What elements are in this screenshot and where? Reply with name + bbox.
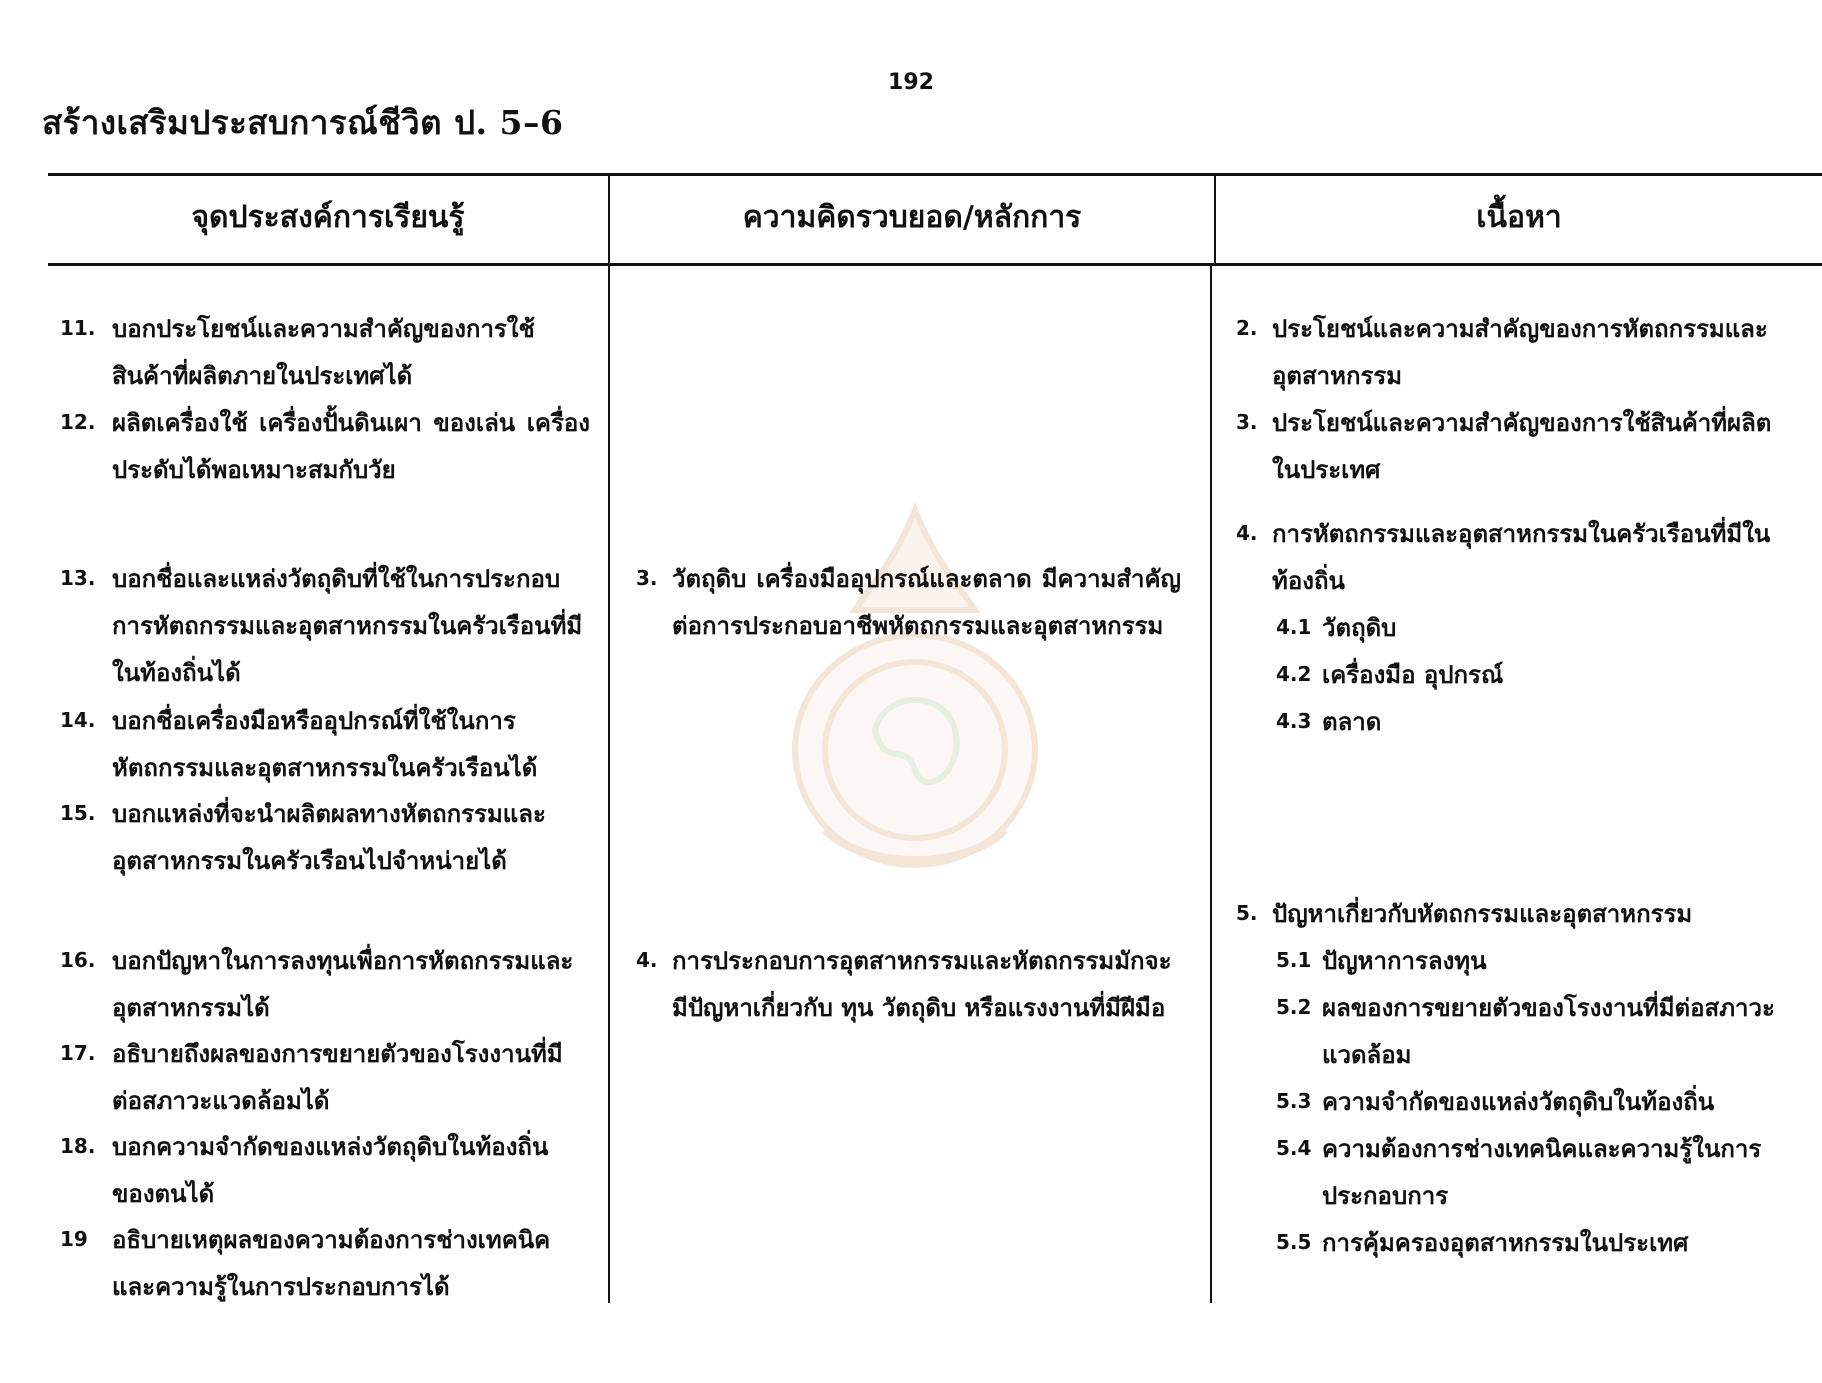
content-subitem [1276, 604, 1796, 651]
content-subitem [1276, 984, 1796, 1078]
header-contents: เนื้อหา [1476, 200, 1562, 235]
concept-text: วัตถุดิบ เครื่องมืออุปกรณ์และตลาด มีความสำคัญต่อการประกอบอาชีพหัตถกรรมและอุตสาหกรรม [672, 564, 1181, 640]
content-sub-text: ตลาด [1322, 707, 1382, 736]
objective-number: 18. [60, 1134, 96, 1158]
objective-item [60, 1123, 590, 1217]
content-subitem [1276, 651, 1796, 698]
objective-number: 12. [60, 410, 96, 434]
content-text: การหัตถกรรมและอุตสาหกรรมในครัวเรือนที่มีในท้องถิ่น [1272, 519, 1771, 595]
content-number: 5. [1236, 901, 1258, 925]
content-subitem [1276, 1125, 1796, 1219]
objective-item [60, 697, 590, 791]
concept-number: 4. [636, 948, 658, 972]
content-subitem [1276, 1219, 1796, 1266]
content-sub-text: การคุ้มครองอุตสาหกรรมในประเทศ [1322, 1228, 1689, 1257]
table-header-rule [48, 263, 1822, 266]
objective-text: อธิบายถึงผลของการขยายตัวของโรงงานที่มีต่อสภาวะแวดล้อมได้ [112, 1039, 563, 1115]
content-number: 3. [1236, 410, 1258, 434]
content-sub-number: 5.5 [1276, 1230, 1312, 1254]
content-sub-text: วัตถุดิบ [1322, 613, 1397, 642]
objective-number: 15. [60, 801, 96, 825]
concept-text: การประกอบการอุตสาหกรรมและหัตถกรรมมักจะมีปัญหาเกี่ยวกับ ทุน วัตถุดิบ หรือแรงงานที่มีฝีมือ [672, 946, 1172, 1022]
content-item [1236, 890, 1796, 937]
objective-text: บอกประโยชน์และความสำคัญของการใช้สินค้าที่ผลิตภายในประเทศได้ [112, 314, 535, 390]
objective-text: บอกความจำกัดของแหล่งวัตถุดิบในท้องถิ่นของตนได้ [112, 1132, 549, 1208]
content-sub-text: ความจำกัดของแหล่งวัตถุดิบในท้องถิ่น [1322, 1087, 1715, 1116]
column-divider [1210, 263, 1212, 1303]
content-sub-text: เครื่องมือ อุปกรณ์ [1322, 660, 1504, 689]
concept-item [636, 937, 1181, 1031]
content-text: ประโยชน์และความสำคัญของการใช้สินค้าที่ผลิตในประเทศ [1272, 408, 1772, 484]
content-sub-number: 4.1 [1276, 615, 1312, 639]
objective-item [60, 1030, 590, 1124]
content-item [1236, 510, 1796, 604]
objective-item [60, 399, 590, 493]
objective-item [60, 937, 590, 1031]
objective-number: 14. [60, 708, 96, 732]
objective-item [60, 1216, 590, 1310]
objective-number: 16. [60, 948, 96, 972]
content-sub-text: ผลของการขยายตัวของโรงงานที่มีต่อสภาวะแวดล้อม [1322, 993, 1775, 1069]
objective-item [60, 555, 590, 696]
content-sub-number: 5.2 [1276, 995, 1312, 1019]
column-divider [608, 263, 610, 1303]
header-objectives: จุดประสงค์การเรียนรู้ [191, 200, 465, 235]
content-text: ปัญหาเกี่ยวกับหัตถกรรมและอุตสาหกรรม [1272, 899, 1693, 928]
content-item [1236, 305, 1796, 399]
objective-text: บอกชื่อและแหล่งวัตถุดิบที่ใช้ในการประกอบการหัตถกรรมและอุตสาหกรรมในครัวเรือนที่มีในท้องถิ่นได้ [112, 564, 583, 687]
content-sub-number: 5.4 [1276, 1136, 1312, 1160]
objective-number: 17. [60, 1041, 96, 1065]
concept-item [636, 555, 1181, 649]
content-sub-number: 4.3 [1276, 709, 1312, 733]
content-sub-number: 4.2 [1276, 662, 1312, 686]
objective-number: 19 [60, 1227, 88, 1251]
header-concepts: ความคิดรวบยอด/หลักการ [742, 200, 1082, 235]
content-sub-number: 5.3 [1276, 1089, 1312, 1113]
content-sub-text: ความต้องการช่างเทคนิคและความรู้ในการประกอบการ [1322, 1134, 1762, 1210]
objective-text: บอกปัญหาในการลงทุนเพื่อการหัตถกรรมและอุตสาหกรรมได้ [112, 946, 574, 1022]
page-title: สร้างเสริมประสบการณ์ชีวิต ป. 5–6 [42, 103, 564, 142]
table-top-rule [48, 173, 1822, 176]
content-subitem [1276, 1078, 1796, 1125]
content-number: 4. [1236, 521, 1258, 545]
objective-text: บอกแหล่งที่จะนำผลิตผลทางหัตถกรรมและอุตสาหกรรมในครัวเรือนไปจำหน่ายได้ [112, 799, 546, 875]
content-sub-number: 5.1 [1276, 948, 1312, 972]
content-subitem [1276, 698, 1796, 745]
content-sub-text: ปัญหาการลงทุน [1322, 946, 1487, 975]
concept-number: 3. [636, 566, 658, 590]
objective-text: ผลิตเครื่องใช้ เครื่องปั้นดินเผา ของเล่น เครื่องประดับได้พอเหมาะสมกับวัย [112, 408, 590, 484]
objective-item [60, 790, 590, 884]
objective-text: บอกชื่อเครื่องมือหรืออุปกรณ์ที่ใช้ในการหัตถกรรมและอุตสาหกรรมในครัวเรือนได้ [112, 706, 538, 782]
content-item [1236, 399, 1796, 493]
content-text: ประโยชน์และความสำคัญของการหัตถกรรมและอุตสาหกรรม [1272, 314, 1768, 390]
page-number: 192 [888, 70, 934, 95]
content-subitem [1276, 937, 1796, 984]
objective-number: 11. [60, 316, 96, 340]
objective-text: อธิบายเหตุผลของความต้องการช่างเทคนิคและความรู้ในการประกอบการได้ [112, 1225, 551, 1301]
content-number: 2. [1236, 316, 1258, 340]
objective-number: 13. [60, 566, 96, 590]
objective-item [60, 305, 590, 399]
